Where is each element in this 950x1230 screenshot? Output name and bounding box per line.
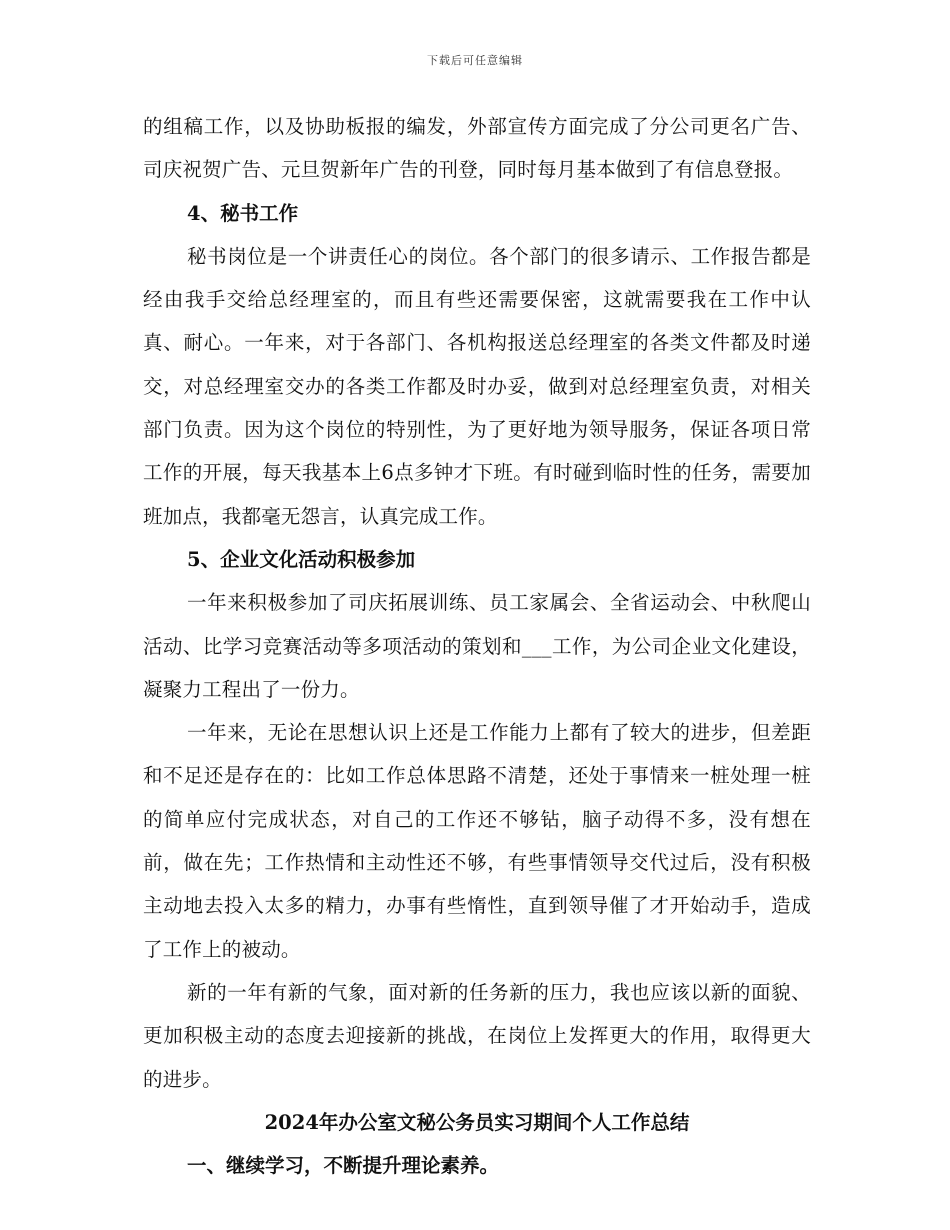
paragraph-secretary: 秘书岗位是一个讲责任心的岗位。各个部门的很多请示、工作报告都是经由我手交给总经理室的，而且有些还需要保密，这就需要我在工作中认真、耐心。一年来，对于各部门、各机构报送总经理室的各类文件都及时递交，对总经理室交办的各类工作都及时办妥，做到对总经理室负责，对相关部门负责。因为这个岗位的特别性，为了更好地为领导服务，保证各项日常工作的开展，每天我基本上6点多钟才下班。有时碰到临时性的任务，需要加班加点，我都毫无怨言，认真完成工作。 xyxy=(143,244,811,528)
document-title: 2024年办公室文秘公务员实习期间个人工作总结 xyxy=(264,1110,690,1134)
section-heading-study: 一、继续学习，不断提升理论素养。 xyxy=(187,1154,500,1178)
paragraph-publicity: 的组稿工作，以及协助板报的编发，外部宣传方面完成了分公司更名广告、司庆祝贺广告、元旦贺新年广告的刊登，同时每月基本做到了有信息登报。 xyxy=(143,115,811,182)
paragraph-culture: 一年来积极参加了司庆拓展训练、员工家属会、全省运动会、中秋爬山活动、比学习竞赛活动等多项活动的策划和___工作，为公司企业文化建设，凝聚力工程出了一份力。 xyxy=(143,591,811,701)
section-heading-culture: 5、企业文化活动积极参加 xyxy=(187,547,416,571)
page-header: 下载后可任意编辑 xyxy=(427,54,523,67)
document-body xyxy=(143,105,811,1187)
paragraph-outlook: 新的一年有新的气象，面对新的任务新的压力，我也应该以新的面貌、更加积极主动的态度去迎接新的挑战，在岗位上发挥更大的作用，取得更大的进步。 xyxy=(143,980,811,1091)
section-heading-secretary: 4、秘书工作 xyxy=(187,201,299,225)
paragraph-shortcomings: 一年来，无论在思想认识上还是工作能力上都有了较大的进步，但差距和不足还是存在的：比如工作总体思路不清楚，还处于事情来一桩处理一桩的简单应付完成状态，对自己的工作还不够钻，脑子动得不多，没有想在前，做在先；工作热情和主动性还不够，有些事情领导交代过后，没有积极主动地去投入太多的精力，办事有些惰性，直到领导催了才开始动手，造成了工作上的被动。 xyxy=(143,721,811,961)
